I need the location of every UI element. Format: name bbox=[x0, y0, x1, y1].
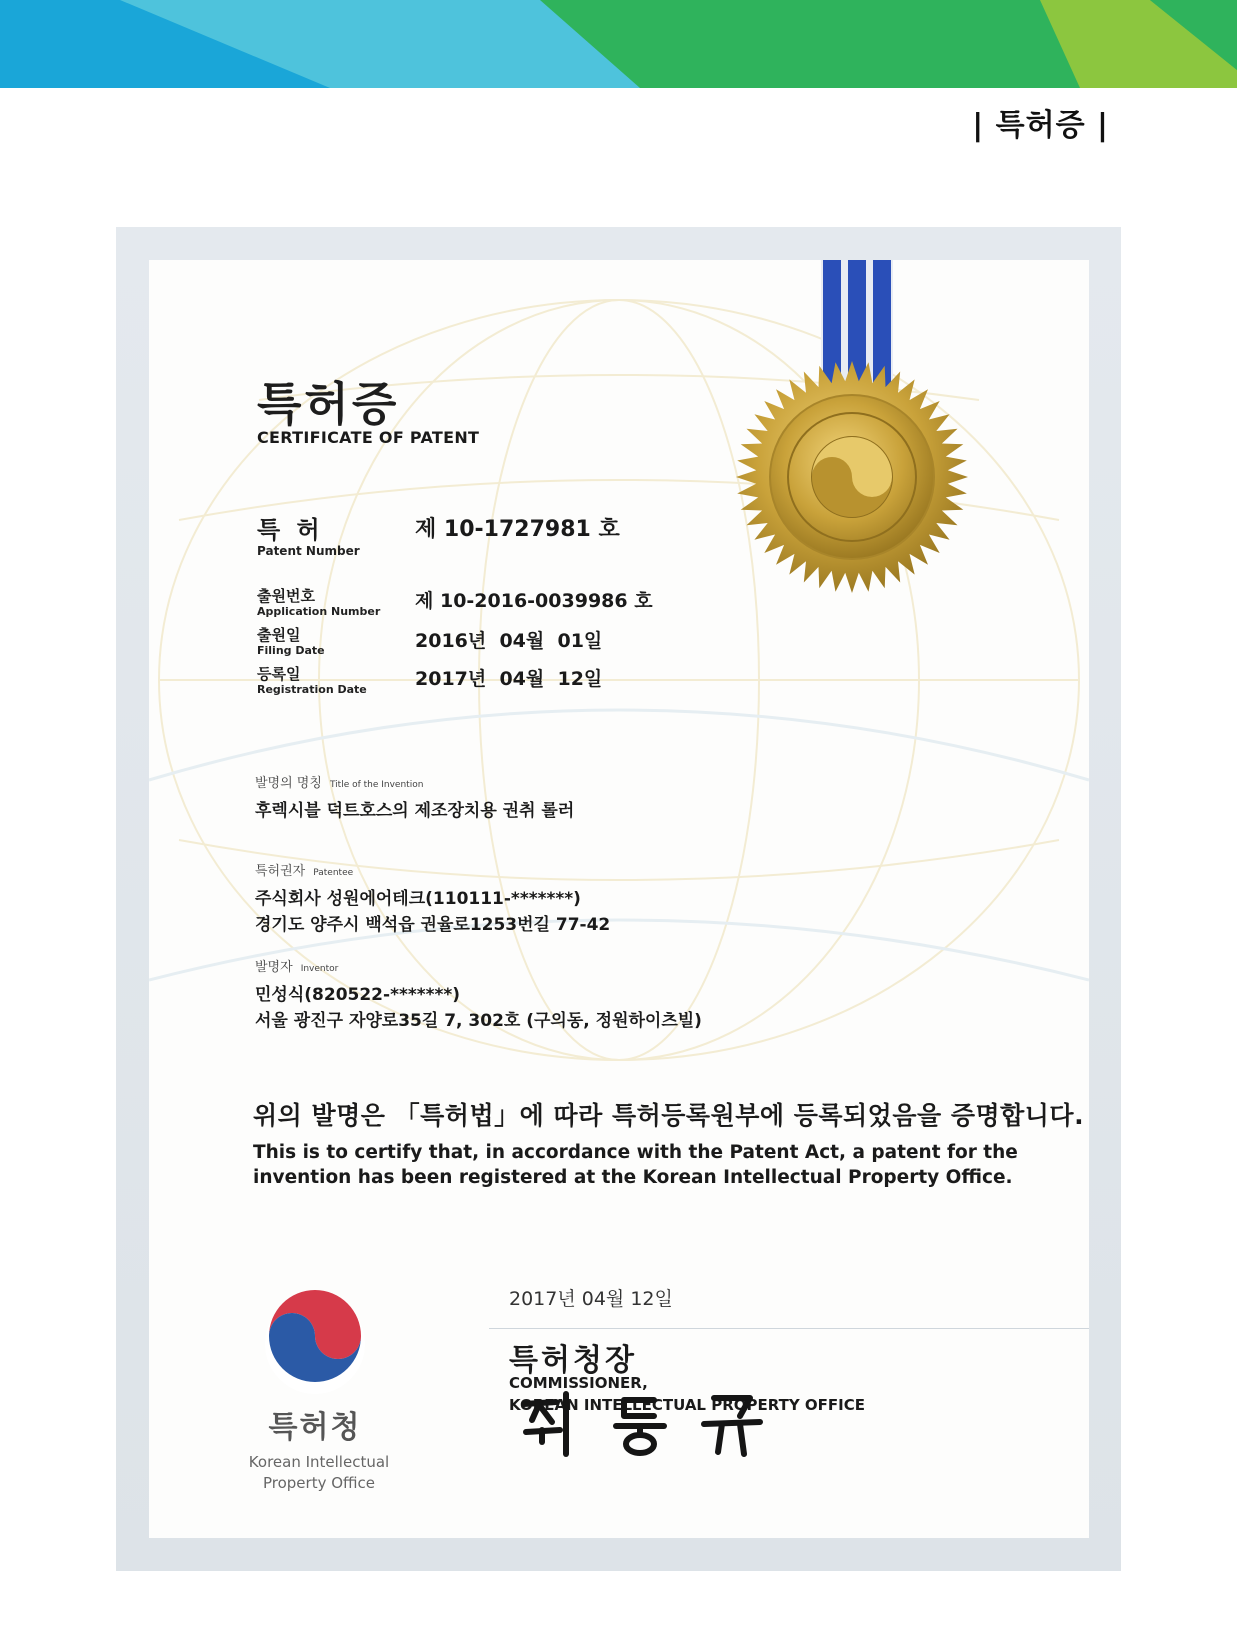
signature-divider bbox=[489, 1328, 1089, 1329]
invention-title-label-ko: 발명의 명칭 bbox=[255, 776, 322, 791]
patentee-label-en: Patentee bbox=[313, 868, 354, 878]
kipo-name-en-line2: Property Office bbox=[262, 1474, 376, 1492]
certificate-title: 특허증 bbox=[257, 377, 400, 431]
commissioner-title-en-2: KOREAN INTELLECTUAL PROPERTY OFFICE bbox=[509, 1396, 866, 1414]
patentee-name: 주식회사 성원에어테크(110111-*******) bbox=[255, 889, 581, 909]
commissioner-title-ko: 특허청장 bbox=[509, 1343, 637, 1378]
patentee-address: 경기도 양주시 백석읍 권율로1253번길 77-42 bbox=[255, 915, 611, 935]
patentee-label-ko: 특허권자 bbox=[255, 864, 306, 879]
gold-seal-icon bbox=[733, 358, 971, 596]
registration-date-label: 등록일 bbox=[257, 665, 301, 683]
invention-title-value: 후렉시블 덕트호스의 제조장치용 권취 롤러 bbox=[255, 801, 575, 821]
taegeuk-logo-icon bbox=[261, 1290, 369, 1398]
patent-number-value: 제 10-1727981 호 bbox=[415, 517, 620, 542]
inventor-name: 민성식(820522-*******) bbox=[255, 985, 461, 1005]
patent-number-label: 특 허 bbox=[257, 516, 324, 544]
commissioner-title-en-1: COMMISSIONER, bbox=[509, 1374, 648, 1392]
filing-date-label-en: Filing Date bbox=[257, 644, 325, 657]
kipo-name-ko: 특허청 bbox=[268, 1410, 362, 1445]
application-number-value: 제 10-2016-0039986 호 bbox=[415, 590, 653, 612]
patentee-label bbox=[255, 860, 353, 879]
application-number-label: 출원번호 bbox=[257, 587, 315, 605]
filing-date-value: 2016년 04월 01일 bbox=[415, 630, 603, 652]
inventor-address: 서울 광진구 자양로35길 7, 302호 (구의동, 정원하이츠빌) bbox=[255, 1011, 702, 1031]
inventor-label-ko: 발명자 bbox=[255, 960, 293, 975]
page-heading: | 특허증 | bbox=[972, 108, 1109, 143]
application-number-label-en: Application Number bbox=[257, 605, 381, 618]
registration-date-label-en: Registration Date bbox=[257, 683, 367, 696]
inventor-label bbox=[255, 956, 338, 975]
certification-statement-en: This is to certify that, in accordance with the Patent Act, a patent for the invention has been registered at the Korean Intellectual Property Office. bbox=[253, 1142, 1018, 1188]
kipo-name-en bbox=[219, 1452, 419, 1494]
certification-statement-ko: 위의 발명은 「특허법」에 따라 특허등록원부에 등록되었음을 증명합니다. bbox=[253, 1101, 1085, 1130]
filing-date-label: 출원일 bbox=[257, 626, 301, 644]
invention-title-label-en: Title of the Invention bbox=[329, 780, 424, 790]
kipo-name-en-line1: Korean Intellectual bbox=[248, 1453, 390, 1471]
certificate-paper bbox=[149, 260, 1089, 1538]
invention-title-label bbox=[255, 772, 423, 791]
registration-date-value: 2017년 04월 12일 bbox=[415, 668, 603, 690]
header-banner bbox=[0, 0, 1237, 88]
commissioner-signature bbox=[504, 1382, 804, 1462]
patent-number-label-en: Patent Number bbox=[257, 544, 360, 558]
certificate-subtitle: CERTIFICATE OF PATENT bbox=[257, 428, 480, 447]
issue-date: 2017년 04월 12일 bbox=[509, 1288, 673, 1310]
inventor-label-en: Inventor bbox=[300, 964, 339, 974]
